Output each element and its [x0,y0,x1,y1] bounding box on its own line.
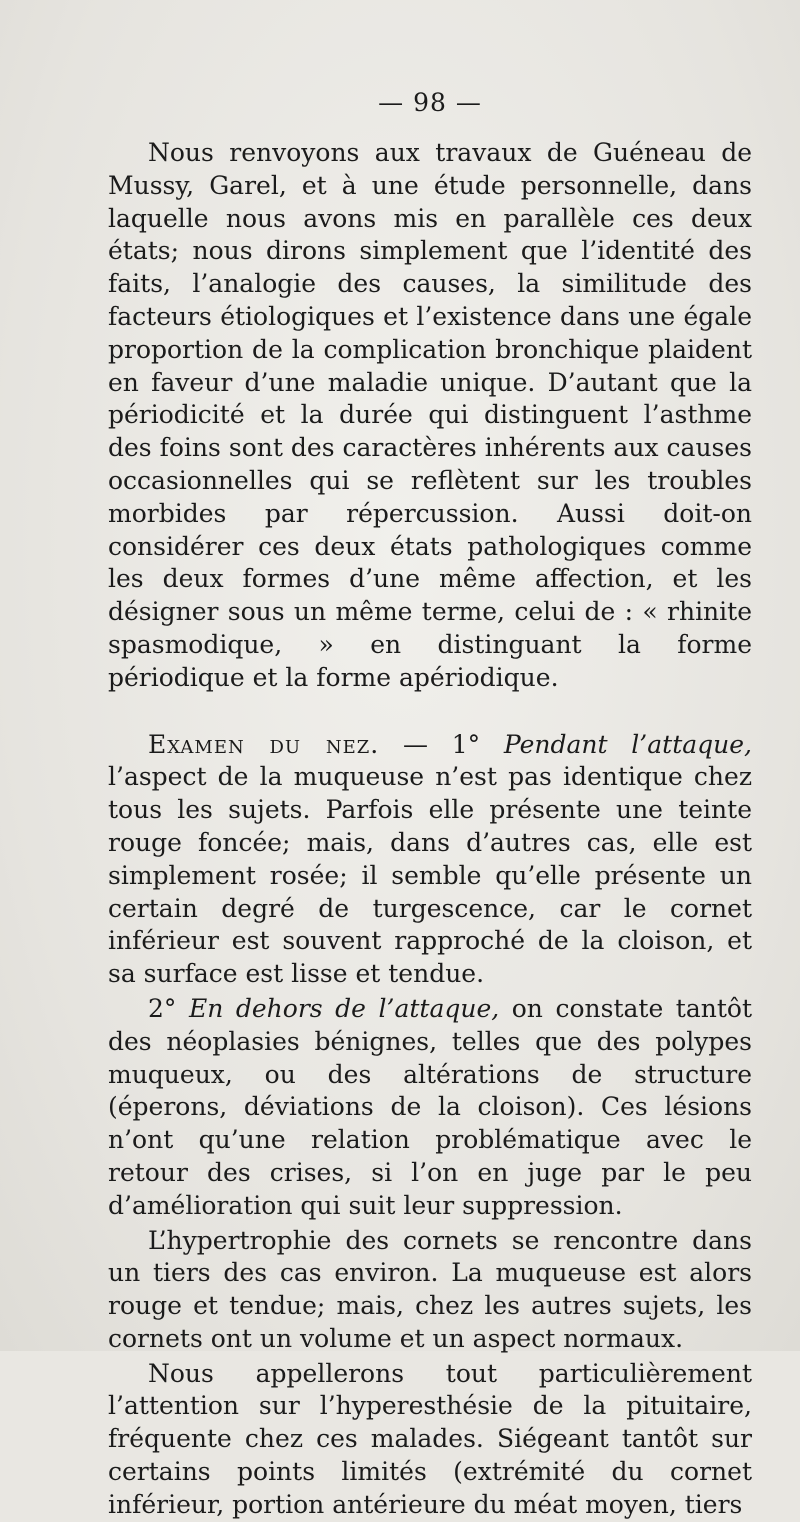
heading-dash: — [379,729,452,759]
section-heading: Examen du nez. [148,729,380,759]
paragraph-text: on constate tantôt des néoplasies bénignes, telles que des polypes muqueux, ou des altérations de structure (éperons, déviations de la cloison). Ces lésions n’ont qu’une relation problématique avec le retour des crises, si l’on en juge par le peu d’amélioration qui suit leur suppression. [108,993,752,1220]
paragraph-examen-du-nez [108,729,752,991]
paragraph-hypertrophie: L’hypertrophie des cornets se rencontre dans un tiers des cas environ. La muqueuse est alors rouge et tendue; mais, chez les autres sujets, les cornets ont un volume et un aspect normaux. [108,1225,752,1353]
italic-pendant-attaque: Pendant l’attaque, [503,729,752,759]
paragraph-text: l’aspect de la muqueuse n’est pas identique chez tous les sujets. Parfois elle présente une teinte rouge foncée; mais, dans d’autres cas, elle est simplement rosée; il semble qu’elle présente un certain degré de turgescence, car le cornet inférieur est souvent rapproché de la cloison, et sa surface est lisse et tendue. [108,762,752,989]
paragraph-hyperesthesie: Nous appellerons tout particulièrement l’attention sur l’hyperesthésie de la pituitaire, fréquente chez ces malades. Siégeant tantôt sur certains points limités (extrémité du cornet inférieur, portion antérieure du méat moyen, tiers [108,1358,752,1519]
italic-en-dehors: En dehors de l’attaque, [188,993,500,1023]
ordinal-1: 1° [451,729,504,759]
page-number: — 98 — [378,88,482,117]
ordinal-2: 2° [148,993,189,1023]
paragraph-en-dehors [108,993,752,1223]
paragraph-rhinite: Nous renvoyons aux travaux de Guéneau de Mussy, Garel, et à une étude personnelle, dans laquelle nous avons mis en parallèle ces deux états; nous dirons simplement que l’identité des faits, l’analogie des causes, la similitude des facteurs étiologiques et l’existence dans une égale proportion de la complication bronchique plaident en faveur d’une maladie unique. D’autant que la périodicité et la durée qui distinguent l’asthme des foins sont des caractères inhérents aux causes occasionnelles qui se reflètent sur les troubles morbides par répercussion. Aussi doit-on considérer ces deux états pathologiques comme les deux formes d’une même affection, et les désigner sous un même terme, celui de : « rhinite spasmodique, » en distinguant la forme périodique et la forme apériodique. [108,138,752,692]
